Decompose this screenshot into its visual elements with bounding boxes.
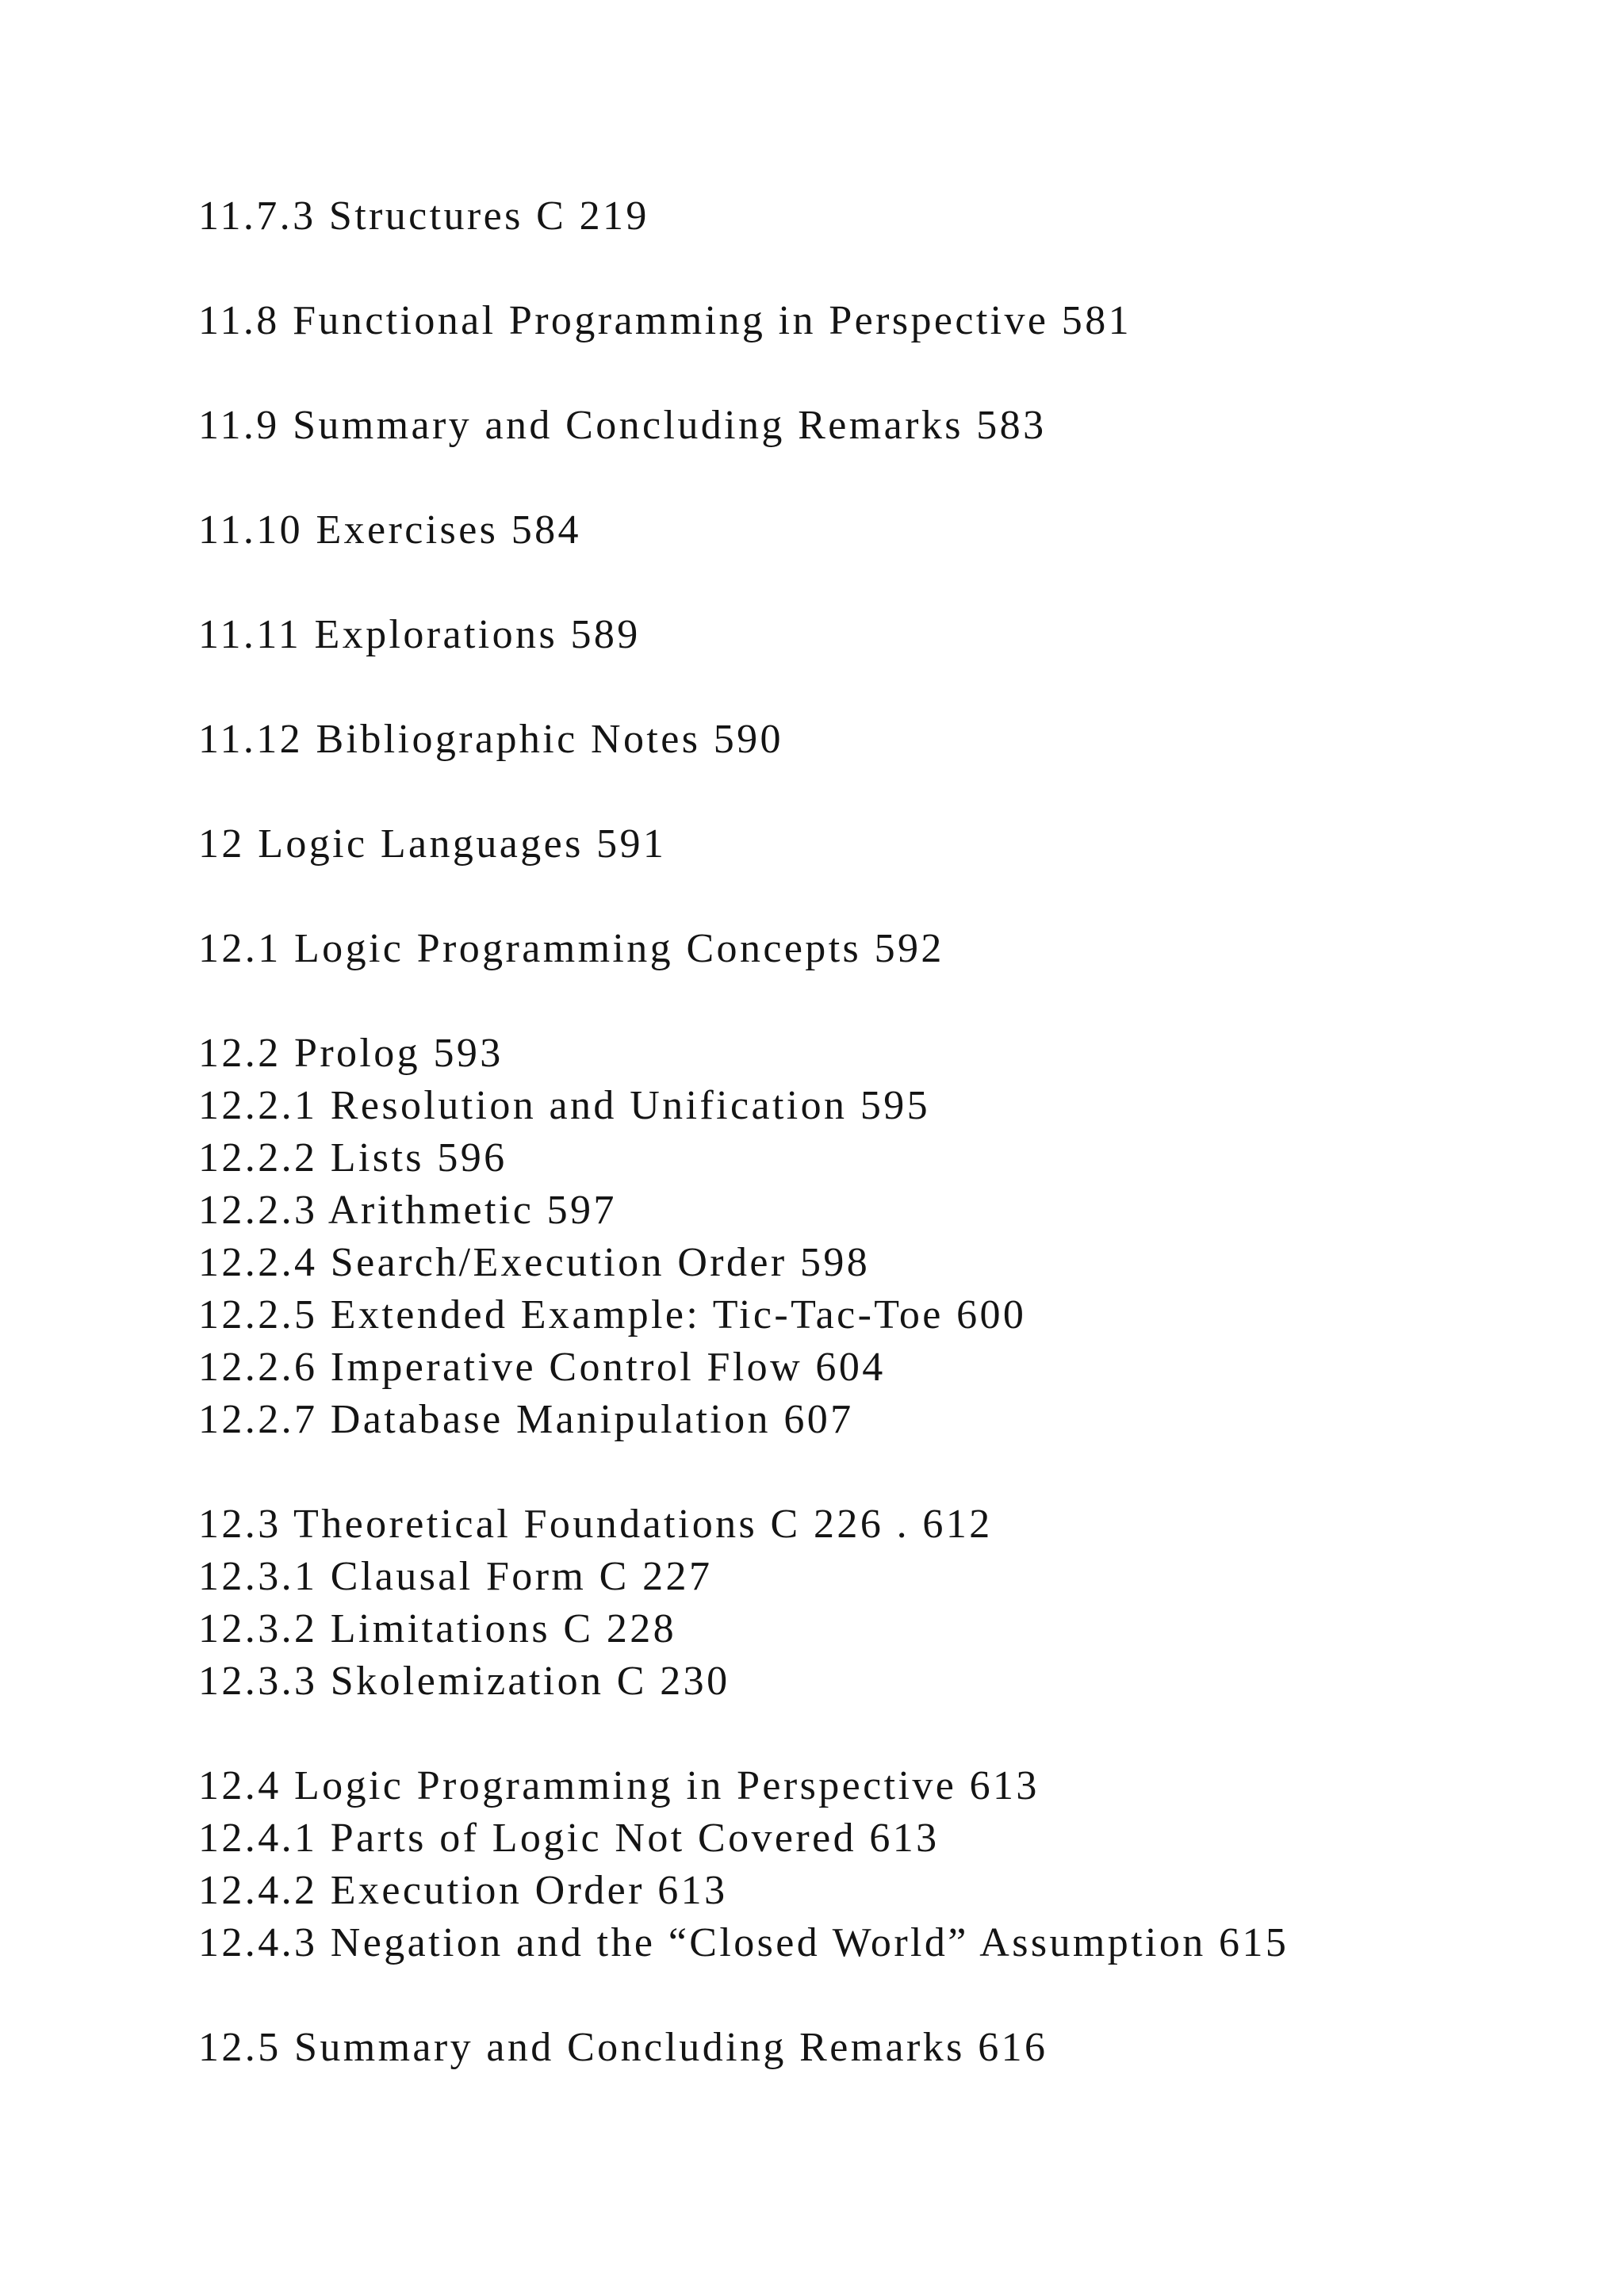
toc-entry-12-4-2: 12.4.2 Execution Order 613 xyxy=(198,1868,728,1913)
toc-entry-11-7-3: 11.7.3 Structures C 219 xyxy=(198,193,649,239)
toc-entry-12-2-7: 12.2.7 Database Manipulation 607 xyxy=(198,1397,854,1442)
toc-entry-12-2-2: 12.2.2 Lists 596 xyxy=(198,1135,508,1181)
toc-entry-12: 12 Logic Languages 591 xyxy=(198,821,667,867)
toc-entry-12-2-6: 12.2.6 Imperative Control Flow 604 xyxy=(198,1345,886,1390)
toc-entry-11-9: 11.9 Summary and Concluding Remarks 583 xyxy=(198,403,1047,448)
toc-entry-11-12: 11.12 Bibliographic Notes 590 xyxy=(198,717,783,762)
toc-entry-12-2-5: 12.2.5 Extended Example: Tic-Tac-Toe 600 xyxy=(198,1292,1027,1337)
toc-entry-12-3-3: 12.3.3 Skolemization C 230 xyxy=(198,1659,730,1704)
toc-entry-12-2-1: 12.2.1 Resolution and Unification 595 xyxy=(198,1083,931,1128)
toc-entry-12-3-1: 12.3.1 Clausal Form C 227 xyxy=(198,1554,713,1599)
toc-entry-11-11: 11.11 Explorations 589 xyxy=(198,612,641,657)
toc-entry-12-4: 12.4 Logic Programming in Perspective 613 xyxy=(198,1763,1040,1808)
toc-entry-12-4-1: 12.4.1 Parts of Logic Not Covered 613 xyxy=(198,1816,940,1861)
toc-entry-12-5: 12.5 Summary and Concluding Remarks 616 xyxy=(198,2025,1048,2070)
toc-entry-12-2: 12.2 Prolog 593 xyxy=(198,1031,504,1076)
toc-entry-12-4-3: 12.4.3 Negation and the “Closed World” Assumption 615 xyxy=(198,1920,1289,1965)
table-of-contents xyxy=(198,190,1586,2074)
toc-entry-11-8: 11.8 Functional Programming in Perspective 581 xyxy=(198,298,1132,343)
toc-entry-12-1: 12.1 Logic Programming Concepts 592 xyxy=(198,926,944,971)
toc-entry-12-3-2: 12.3.2 Limitations C 228 xyxy=(198,1606,677,1651)
toc-entry-12-3: 12.3 Theoretical Foundations C 226 . 612 xyxy=(198,1502,993,1547)
toc-entry-11-10: 11.10 Exercises 584 xyxy=(198,507,581,553)
toc-entry-12-2-3: 12.2.3 Arithmetic 597 xyxy=(198,1188,617,1233)
toc-entry-12-2-4: 12.2.4 Search/Execution Order 598 xyxy=(198,1240,871,1285)
